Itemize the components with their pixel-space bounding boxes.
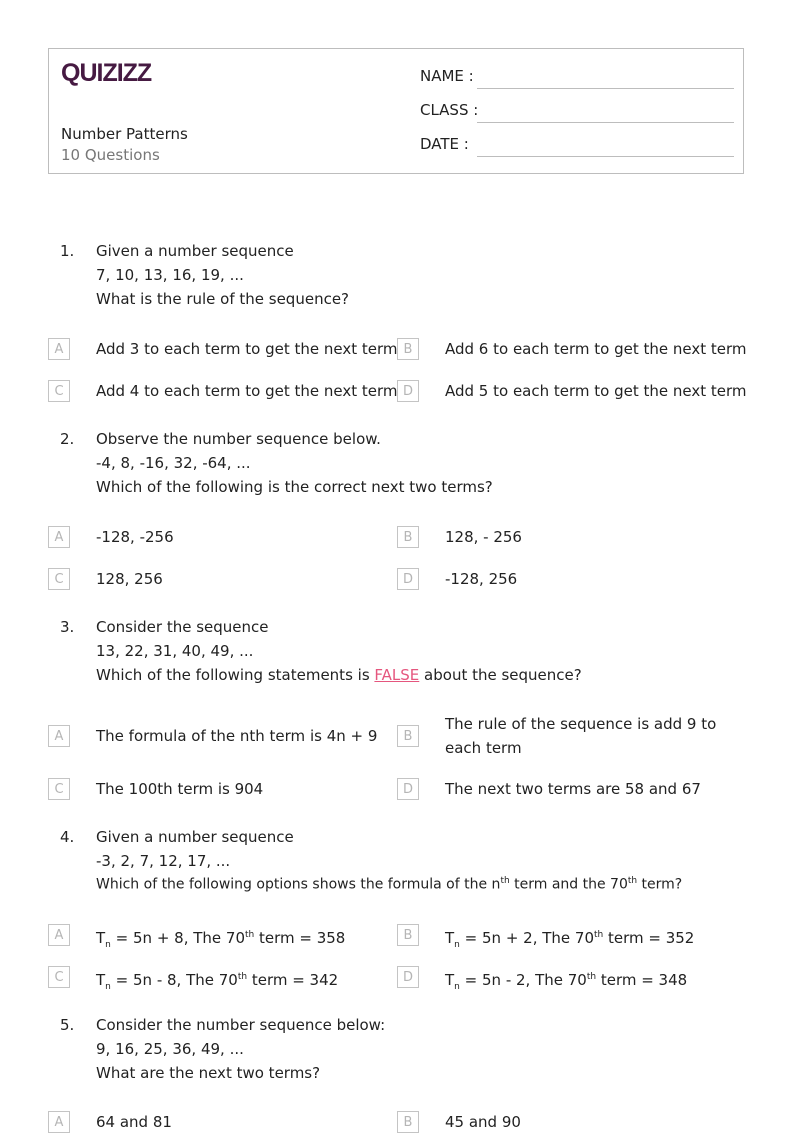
option-b-box[interactable]: B bbox=[397, 725, 419, 747]
option-a-text[interactable]: Add 3 to each term to get the next term bbox=[96, 340, 398, 358]
question-text: Which of the following statements is FALSE about the sequence? bbox=[96, 666, 582, 684]
question-text: -4, 8, -16, 32, -64, ... bbox=[96, 454, 251, 472]
option-b-box[interactable]: B bbox=[397, 526, 419, 548]
name-field[interactable] bbox=[420, 67, 734, 91]
option-a-box[interactable]: A bbox=[48, 725, 70, 747]
date-line bbox=[477, 156, 734, 157]
option-a-text[interactable]: The formula of the nth term is 4n + 9 bbox=[96, 727, 378, 745]
date-field[interactable] bbox=[420, 135, 734, 159]
option-a-box[interactable]: A bbox=[48, 526, 70, 548]
question-number: 4. bbox=[60, 828, 75, 846]
option-d-box[interactable]: D bbox=[397, 966, 419, 988]
quizizz-logo: QUIZIZZ bbox=[61, 59, 152, 87]
question-text: Consider the number sequence below: bbox=[96, 1016, 386, 1034]
question-text: 13, 22, 31, 40, 49, ... bbox=[96, 642, 254, 660]
option-a-box[interactable]: A bbox=[48, 338, 70, 360]
question-text: -3, 2, 7, 12, 17, ... bbox=[96, 852, 231, 870]
question-text: Observe the number sequence below. bbox=[96, 430, 381, 448]
option-b-text[interactable]: Add 6 to each term to get the next term bbox=[445, 340, 747, 358]
question-number: 2. bbox=[60, 430, 75, 448]
option-c-box[interactable]: C bbox=[48, 380, 70, 402]
option-d-text[interactable]: -128, 256 bbox=[445, 570, 518, 588]
class-line bbox=[477, 122, 734, 123]
question-text: Given a number sequence bbox=[96, 828, 294, 846]
option-b-text[interactable]: $T_n = 5n + 2$, The 70th term = 352 bbox=[445, 929, 695, 950]
question-text: Given a number sequence bbox=[96, 242, 294, 260]
option-d-box[interactable]: D bbox=[397, 380, 419, 402]
option-b-text[interactable]: The rule of the sequence is add 9 to each term bbox=[445, 715, 717, 757]
option-a-text[interactable]: $T_n = 5n + 8$, The 70th term = 358 bbox=[96, 929, 346, 950]
name-line bbox=[477, 88, 734, 89]
option-d-box[interactable]: D bbox=[397, 778, 419, 800]
option-b-box[interactable]: B bbox=[397, 338, 419, 360]
date-label: DATE : bbox=[420, 135, 469, 153]
option-b-text[interactable]: 45 and 90 bbox=[445, 1113, 521, 1131]
option-c-box[interactable]: C bbox=[48, 778, 70, 800]
question-text: Which of the following is the correct next two terms? bbox=[96, 478, 493, 496]
option-c-box[interactable]: C bbox=[48, 568, 70, 590]
question-text: 9, 16, 25, 36, 49, ... bbox=[96, 1040, 244, 1058]
option-a-box[interactable]: A bbox=[48, 924, 70, 946]
class-label: CLASS : bbox=[420, 101, 479, 119]
option-a-text[interactable]: -128, -256 bbox=[96, 528, 174, 546]
question-text: Consider the sequence bbox=[96, 618, 269, 636]
question-text: What are the next two terms? bbox=[96, 1064, 321, 1082]
option-c-text[interactable]: $T_n = 5n - 8$, The 70th term = 342 bbox=[96, 971, 339, 992]
option-d-text[interactable]: $T_n = 5n - 2$, The 70th term = 348 bbox=[445, 971, 688, 992]
option-d-text[interactable]: Add 5 to each term to get the next term bbox=[445, 382, 747, 400]
question-text: Which of the following options shows the formula of the $n^{th}$ term and the 70th term? bbox=[96, 876, 683, 893]
option-c-text[interactable]: The 100th term is 904 bbox=[96, 780, 264, 798]
option-d-text[interactable]: The next two terms are 58 and 67 bbox=[445, 780, 701, 798]
option-a-box[interactable]: A bbox=[48, 1111, 70, 1133]
question-text: 7, 10, 13, 16, 19, ... bbox=[96, 266, 244, 284]
name-label: NAME : bbox=[420, 67, 474, 85]
option-c-text[interactable]: 128, 256 bbox=[96, 570, 163, 588]
question-number: 1. bbox=[60, 242, 75, 260]
option-d-box[interactable]: D bbox=[397, 568, 419, 590]
question-count: 10 Questions bbox=[61, 146, 160, 164]
false-highlight: FALSE bbox=[374, 666, 420, 684]
worksheet-title: Number Patterns bbox=[61, 125, 188, 143]
class-field[interactable] bbox=[420, 101, 734, 125]
option-b-box[interactable]: B bbox=[397, 924, 419, 946]
option-c-box[interactable]: C bbox=[48, 966, 70, 988]
question-number: 5. bbox=[60, 1016, 75, 1034]
option-b-box[interactable]: B bbox=[397, 1111, 419, 1133]
question-number: 3. bbox=[60, 618, 75, 636]
question-text: What is the rule of the sequence? bbox=[96, 290, 350, 308]
option-b-text[interactable]: 128, - 256 bbox=[445, 528, 522, 546]
worksheet-header bbox=[48, 48, 744, 174]
option-c-text[interactable]: Add 4 to each term to get the next term bbox=[96, 382, 398, 400]
option-a-text[interactable]: 64 and 81 bbox=[96, 1113, 172, 1131]
